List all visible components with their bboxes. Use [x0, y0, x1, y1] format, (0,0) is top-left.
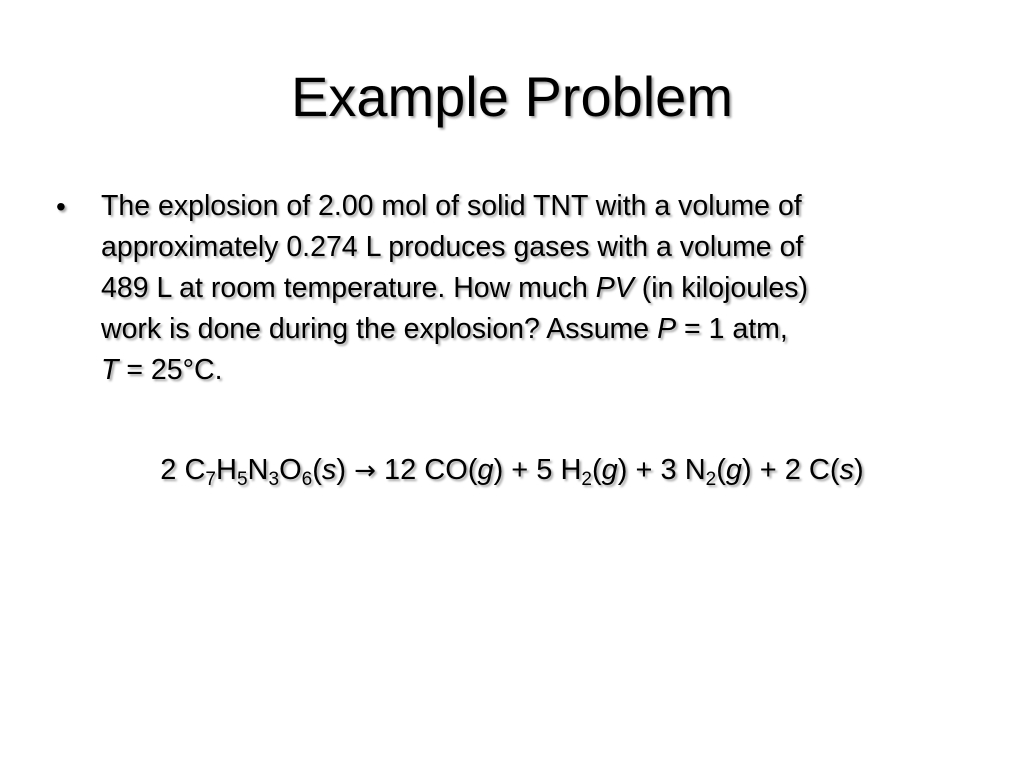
equation-text: (	[591, 454, 602, 486]
slide-title: Example Problem	[291, 65, 733, 128]
equation-text: ) + 5 H	[493, 454, 582, 486]
equation-text: (	[716, 454, 726, 486]
equation-text: H	[216, 454, 237, 486]
problem-line	[101, 186, 971, 227]
text-run: = 1 atm,	[676, 313, 788, 345]
problem-statement	[101, 186, 971, 391]
subscript: 2	[581, 469, 592, 490]
text-run: 489 L at room temperature. How much	[101, 272, 596, 304]
equation-text: O	[279, 454, 302, 486]
italic-variable: PV	[595, 272, 634, 304]
problem-line	[101, 268, 971, 309]
problem-line	[101, 309, 971, 350]
state-symbol: g	[601, 454, 618, 486]
text-run: work is done during the explosion? Assume	[101, 313, 658, 345]
problem-line	[101, 227, 971, 268]
subscript: 5	[236, 469, 248, 490]
subscript: 2	[705, 469, 717, 490]
equation-text: ) + 2 C(	[742, 454, 840, 486]
equation-text: N	[247, 454, 269, 486]
bullet-marker: •	[56, 191, 66, 222]
text-run: The explosion of 2.00 mol of solid TNT with a volume of	[101, 190, 802, 222]
state-symbol: g	[477, 454, 494, 486]
text-run: = 25°C.	[118, 354, 223, 386]
text-run: (in kilojoules)	[633, 272, 809, 304]
subscript: 3	[268, 469, 280, 490]
state-symbol: g	[725, 454, 743, 486]
subscript: 7	[205, 469, 216, 490]
equation-text: ) + 3 N	[617, 454, 706, 486]
equation-text: 12 CO(	[375, 454, 478, 486]
problem-line	[101, 350, 971, 391]
state-symbol: s	[321, 454, 337, 486]
chemical-equation	[0, 450, 1024, 491]
equation-text: (	[312, 454, 322, 486]
italic-variable: P	[657, 313, 677, 345]
text-run: approximately 0.274 L produces gases with a volume of	[101, 231, 804, 263]
reaction-arrow-icon: →	[354, 456, 376, 486]
state-symbol: s	[839, 454, 855, 486]
italic-variable: T	[101, 354, 119, 386]
equation-text: )	[854, 454, 864, 486]
equation-text: )	[336, 454, 355, 486]
subscript: 6	[301, 469, 313, 490]
equation-text: 2 C	[160, 454, 206, 486]
